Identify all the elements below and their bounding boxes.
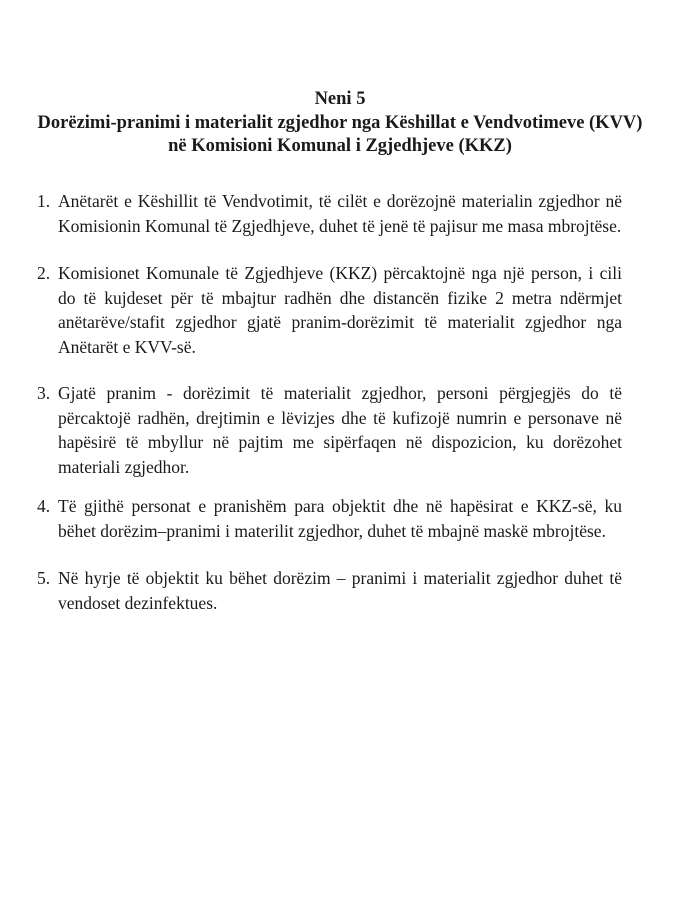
list-item-number: 1.: [37, 191, 51, 211]
list-item-text: Të gjithë personat e pranishëm para objektit dhe në hapësirat e KKZ-së, ku bëhet dorëzim–pranimi i materilit zgjedhor, duhet të mbajnë maskë mbrojtëse.: [58, 496, 622, 541]
list-item-text: Në hyrje të objektit ku bëhet dorëzim – pranimi i materialit zgjedhor duhet të vendoset dezinfektues.: [58, 568, 622, 613]
list-item: [37, 566, 622, 615]
list-item-number: 5.: [37, 568, 51, 588]
list-item: [37, 189, 622, 238]
list-item-text: Anëtarët e Këshillit të Vendvotimit, të cilët e dorëzojnë materialin zgjedhor në Komisionin Komunal të Zgjedhjeve, duhet të jenë të pajisur me masa mbrojtëse.: [58, 191, 622, 236]
article-number: Neni 5: [314, 89, 366, 109]
list-item: [37, 261, 622, 359]
list-item-number: 4.: [37, 496, 51, 516]
list-item-text: Komisionet Komunale të Zgjedhjeve (KKZ) përcaktojnë nga një person, i cili do të kujdeset për të mbajtur radhën dhe distancën fizike 2 metra ndërmjet anëtarëve/stafit zgjedhor gjatë pranim-dorëzimit të materialit zgjedhor nga Anëtarët e KVV-së.: [58, 263, 622, 357]
list-item: [37, 381, 622, 479]
list-item-number: 3.: [37, 383, 51, 403]
list-item-number: 2.: [37, 263, 51, 283]
article-title-line-1: Dorëzimi-pranimi i materialit zgjedhor nga Këshillat e Vendvotimeve (KVV): [37, 112, 643, 133]
list-item: [37, 494, 622, 543]
list-item-text: Gjatë pranim - dorëzimit të materialit zgjedhor, personi përgjegjës do të përcaktojë radhën, drejtimin e lëvizjes dhe të kufizojë numrin e personave në hapësirë të mbyllur në pajtim me sipërfaqen në dispozicion, ku dorëzohet materiali zgjedhor.: [58, 383, 622, 477]
article-title-line-2: në Komisioni Komunal i Zgjedhjeve (KKZ): [168, 136, 512, 156]
article-heading: [20, 88, 660, 159]
